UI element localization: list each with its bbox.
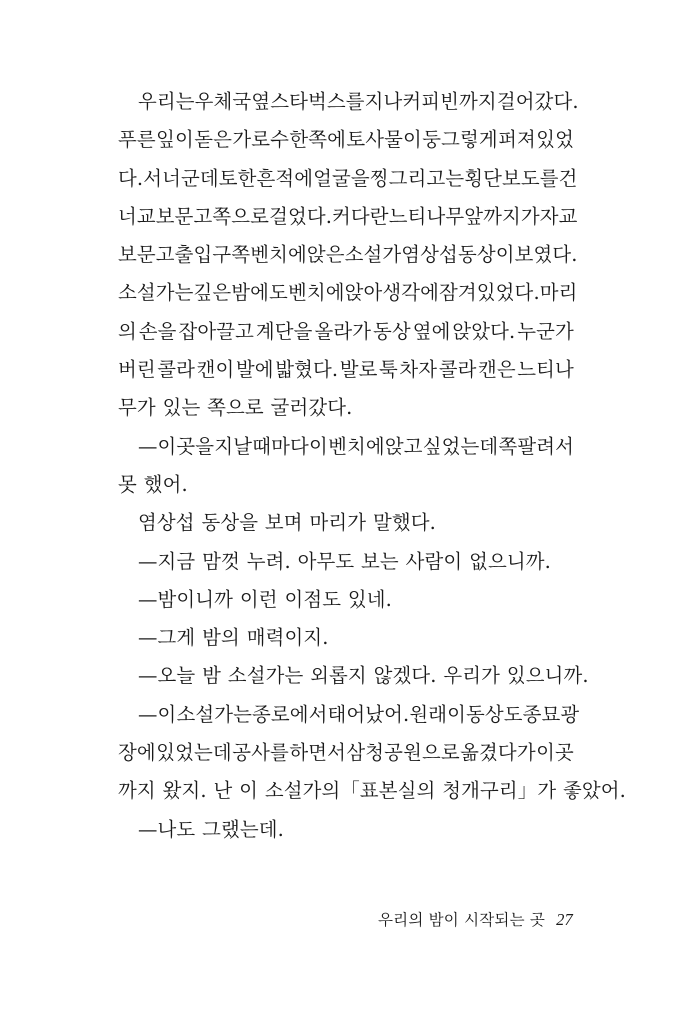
line-segment: 느티나무 xyxy=(388,204,465,228)
line-segment: 옆 xyxy=(251,90,271,113)
body-line: —그게 밤의 매력이지. xyxy=(138,626,329,650)
line-segment: —이곳을 xyxy=(138,434,215,458)
body-line xyxy=(118,160,578,198)
line-segment: 흔적에 xyxy=(256,166,314,190)
body-line: —오늘 밤 소설가는 외롭지 않겠다. 우리가 있으니까. xyxy=(138,664,589,688)
line-segment: 군데 xyxy=(180,166,219,190)
line-segment: 밟혔다. xyxy=(275,358,339,382)
line-segment: 한쪽에 xyxy=(289,128,346,152)
line-segment: 찡그리고는 xyxy=(369,166,465,190)
line-segment: 가자 xyxy=(520,204,559,228)
line-segment: 쪽팔려서 xyxy=(498,434,574,458)
line-segment: 걸었다. xyxy=(269,204,333,228)
line-segment: 걸어갔다. xyxy=(496,90,579,113)
line-segment: 옆에 xyxy=(412,319,451,343)
line-segment: 다. xyxy=(118,166,144,190)
line-segment: 종로에서 xyxy=(251,702,328,726)
line-segment: 버린 xyxy=(118,358,156,382)
line-segment: 커다란 xyxy=(332,204,389,228)
line-segment: 툭 xyxy=(378,358,398,382)
line-segment: 서너 xyxy=(143,166,181,190)
line-segment: 원래 xyxy=(409,702,448,726)
line-segment: 누군가 xyxy=(517,319,574,343)
line-segment: 옮겼다가 xyxy=(460,741,536,765)
body-line xyxy=(118,696,580,734)
line-segment: 이 xyxy=(309,434,328,458)
line-segment: 교보문고 xyxy=(136,204,213,228)
line-segment: 차자 xyxy=(399,358,438,382)
line-segment: 푸른 xyxy=(118,128,156,152)
line-segment: 앉고 xyxy=(384,434,423,458)
line-segment: 캔은 xyxy=(478,358,516,382)
line-segment: 느티나 xyxy=(517,358,574,382)
line-segment: 토사물이 xyxy=(346,128,422,152)
footer-book-title: 우리의 밤이 시작되는 곳 xyxy=(377,911,546,929)
line-segment: 출입구 xyxy=(174,243,232,267)
body-line xyxy=(118,351,574,389)
body-line xyxy=(118,313,574,351)
line-segment: 이 xyxy=(447,702,466,726)
line-segment: 발에 xyxy=(235,358,274,382)
line-segment: 앉았다. xyxy=(452,319,516,343)
body-paragraph xyxy=(118,83,626,849)
line-segment: 교 xyxy=(558,204,578,228)
line-segment: 동상 xyxy=(373,319,411,343)
line-segment: 때마다 xyxy=(252,434,309,458)
line-segment: 앉아 xyxy=(344,281,383,305)
line-segment: 벤치에 xyxy=(250,243,307,267)
line-segment: 동상도 xyxy=(466,702,523,726)
line-segment: 손을 xyxy=(138,319,177,343)
line-segment: 횡단보도를 xyxy=(464,166,559,190)
line-segment: 염상섭 xyxy=(401,243,458,267)
line-segment: 생각에 xyxy=(382,281,440,305)
line-segment: —이 xyxy=(138,702,177,726)
line-segment: 밤에도 xyxy=(231,281,288,305)
line-segment: 삼청공원으로 xyxy=(346,741,460,765)
line-segment: 싶었는데 xyxy=(422,434,499,458)
line-segment: 마리 xyxy=(539,281,578,305)
line-segment: 소설가는 xyxy=(176,702,252,726)
body-line: —나도 그랬는데. xyxy=(138,817,284,841)
line-segment: 얼굴을 xyxy=(313,166,370,190)
body-line: 무가 있는 쪽으로 굴러갔다. xyxy=(118,396,353,420)
body-line: 까지 왔지. 난 이 소설가의「표본실의 청개구리」가 좋았어. xyxy=(118,779,626,803)
line-segment: 콜라 xyxy=(438,358,477,382)
body-text-block xyxy=(118,83,626,849)
line-segment: 깊은 xyxy=(193,281,232,305)
line-segment: 하면서 xyxy=(289,741,346,765)
running-footer xyxy=(378,908,573,930)
line-segment: 커피빈까지 xyxy=(402,90,497,113)
line-segment: 콜라 xyxy=(157,358,196,382)
line-segment: 우체국 xyxy=(194,90,252,113)
line-segment: 잎이 xyxy=(156,128,194,152)
line-segment: 벤치에 xyxy=(328,434,385,458)
line-segment: 있었는데 xyxy=(156,741,232,765)
body-line xyxy=(118,734,574,772)
line-segment: 의 xyxy=(118,319,137,343)
body-line: —지금 맘껏 누려. 아무도 보는 사람이 없으니까. xyxy=(138,549,551,573)
line-segment: 우리는 xyxy=(138,90,195,113)
line-segment: 소설가 xyxy=(344,243,402,267)
line-segment: 발로 xyxy=(339,358,378,382)
line-segment: 너 xyxy=(118,204,137,228)
line-segment: 동상이 xyxy=(457,243,515,267)
body-line: 못 했어. xyxy=(118,472,188,496)
line-segment: 둥그렇게 xyxy=(422,128,498,152)
line-segment: 잠겨 xyxy=(439,281,477,305)
line-segment: 보문고 xyxy=(118,243,175,267)
line-segment: 종묘광 xyxy=(522,702,580,726)
body-line xyxy=(118,198,578,236)
line-segment: 올라가 xyxy=(314,319,372,343)
body-line xyxy=(118,274,578,312)
line-segment: 스타벅스를 xyxy=(270,90,365,113)
line-segment: 있었다. xyxy=(476,281,540,305)
body-line: —밤이니까 이런 이점도 있네. xyxy=(138,587,392,611)
line-segment: 계단을 xyxy=(255,319,313,343)
line-segment: 쪽 xyxy=(231,243,251,267)
body-line xyxy=(118,83,579,121)
line-segment: 보였다. xyxy=(514,243,578,267)
body-line: 염상섭 동상을 보며 마리가 말했다. xyxy=(138,511,436,535)
line-segment: 이곳 xyxy=(536,741,574,765)
line-segment: 퍼져 xyxy=(498,128,536,152)
line-segment: 건 xyxy=(558,166,578,190)
line-segment: 앞까지 xyxy=(464,204,521,228)
body-line xyxy=(118,236,578,274)
line-segment: 지날 xyxy=(214,434,253,458)
page-number: 27 xyxy=(556,910,573,929)
line-segment: 있었 xyxy=(536,128,574,152)
line-segment: 소설가는 xyxy=(118,281,194,305)
line-segment: 토한 xyxy=(218,166,257,190)
line-segment: 지나 xyxy=(364,90,403,113)
body-line xyxy=(118,121,574,159)
line-segment: 태어났어. xyxy=(327,702,410,726)
line-segment: 잡아끌고 xyxy=(178,319,254,343)
line-segment: 돋은 xyxy=(194,128,232,152)
line-segment: 가로수 xyxy=(232,128,289,152)
line-segment: 캔이 xyxy=(196,358,235,382)
line-segment: 앉은 xyxy=(306,243,345,267)
line-segment: 공사를 xyxy=(232,741,289,765)
body-line xyxy=(118,428,574,466)
line-segment: 쪽으로 xyxy=(212,204,270,228)
line-segment: 장에 xyxy=(118,741,156,765)
line-segment: 벤치에 xyxy=(287,281,345,305)
